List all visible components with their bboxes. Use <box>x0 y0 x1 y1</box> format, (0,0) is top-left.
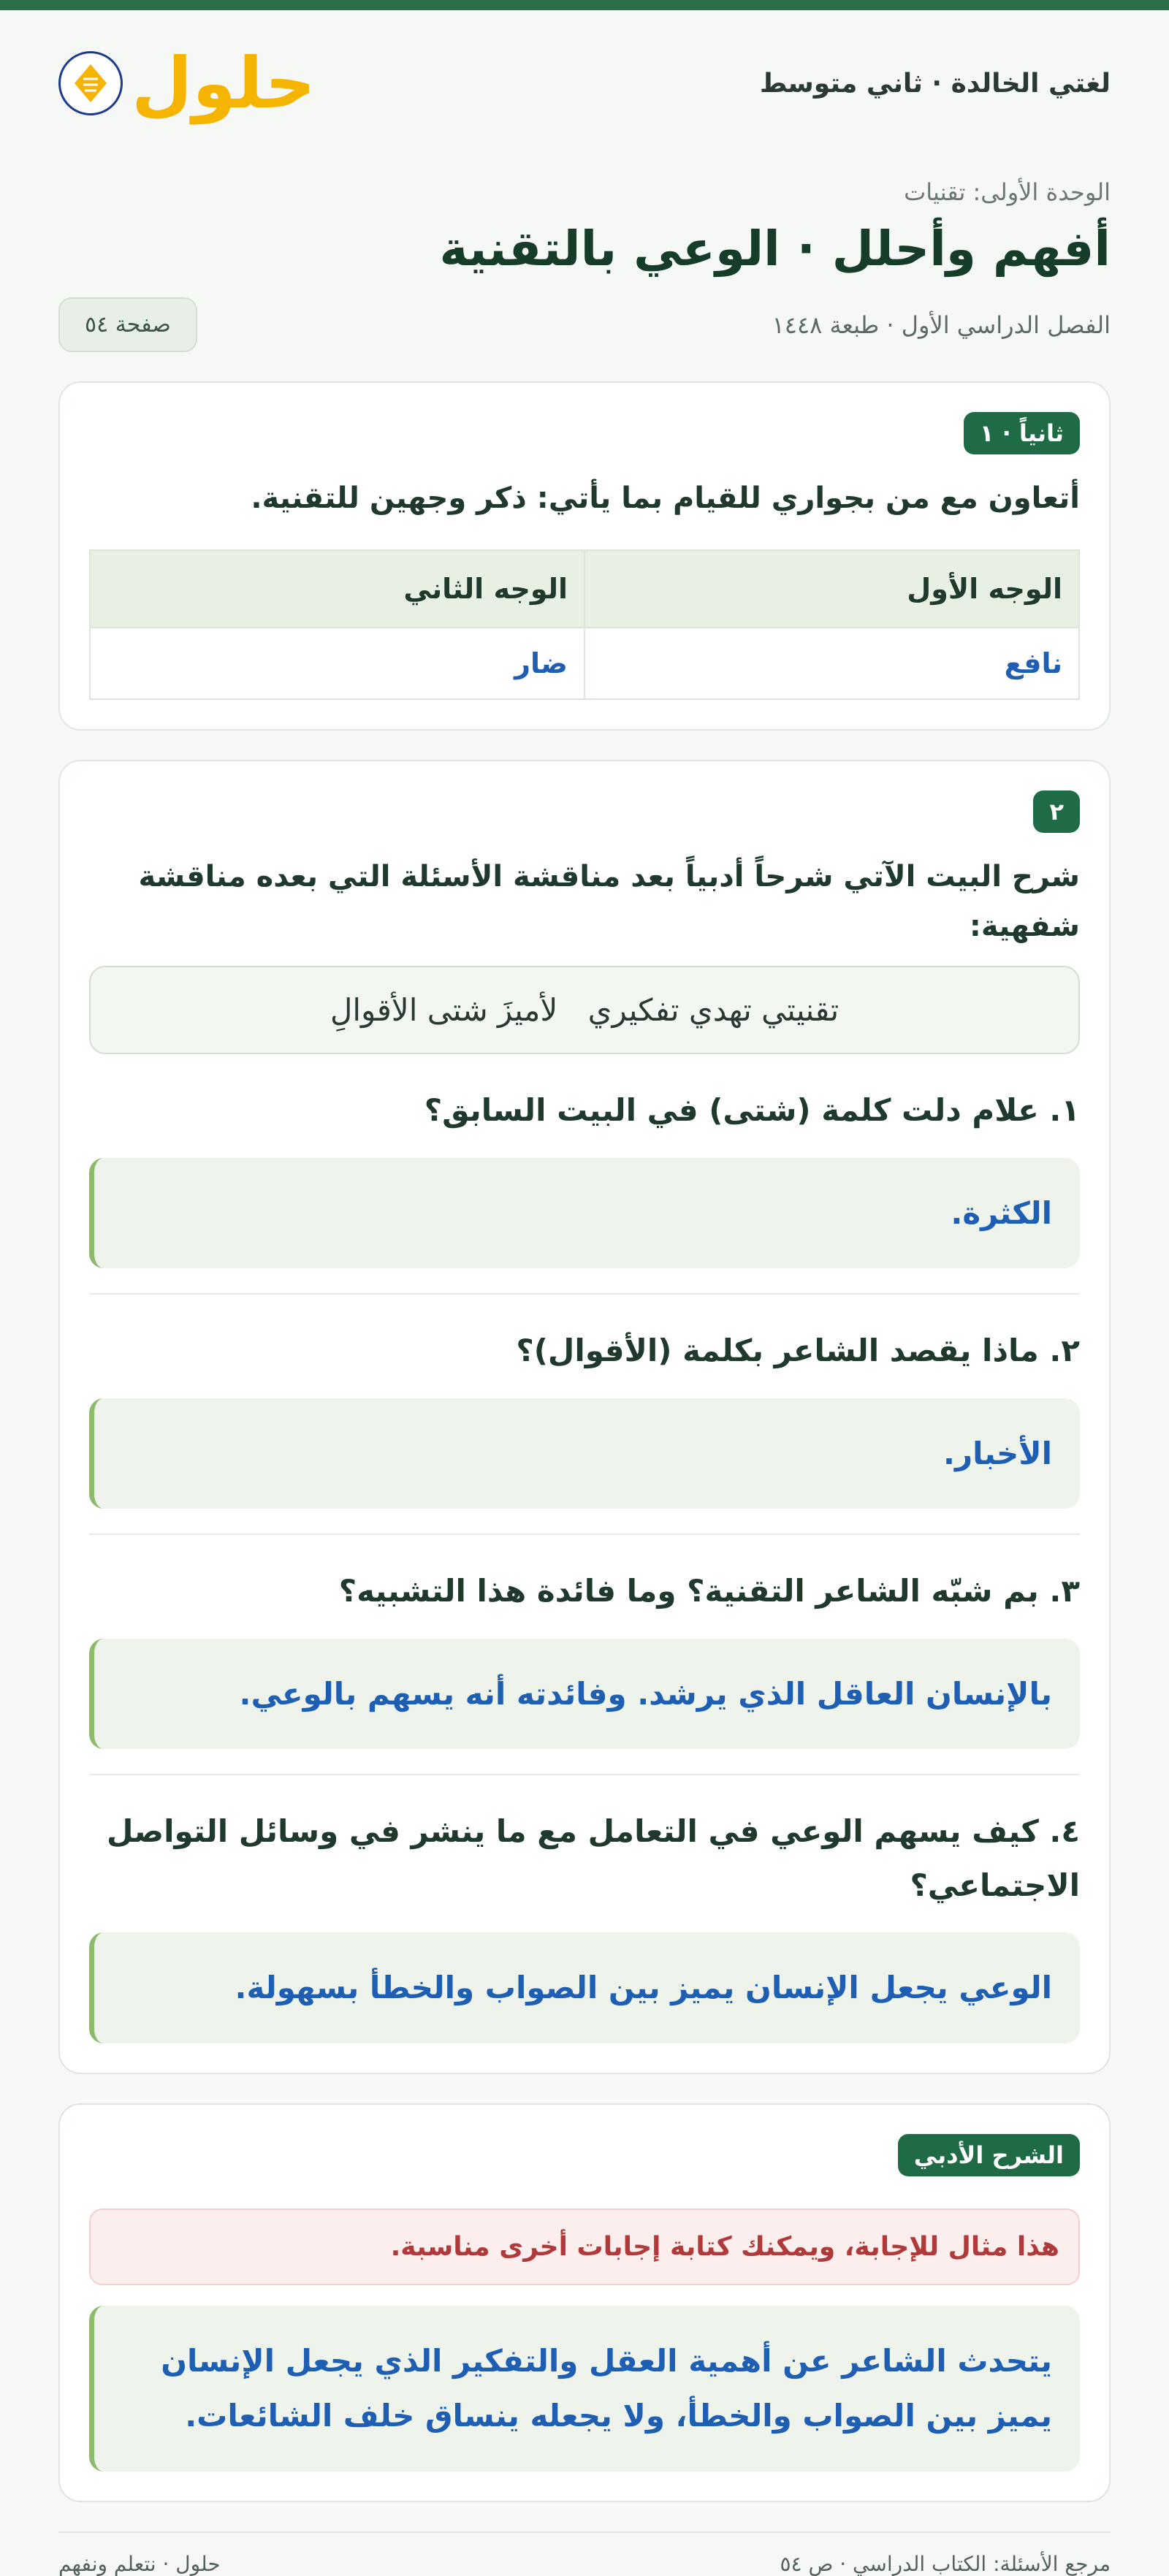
table-row <box>90 628 1079 699</box>
logo-text: حلول <box>132 42 316 124</box>
section-card-3 <box>58 2103 1111 2502</box>
answer-box: الكثرة. <box>89 1158 1080 1269</box>
question-text: ٢. ماذا يقصد الشاعر بكلمة (الأقوال)؟ <box>516 1333 1080 1369</box>
answer-box: يتحدث الشاعر عن أهمية العقل والتفكير الذي يجعل الإنسان يميز بين الصواب والخطأ، ولا يجعله ينساق خلف الشائعات. <box>89 2306 1080 2472</box>
meta-row <box>58 297 1111 352</box>
footer <box>58 2531 1111 2576</box>
book-logo-icon <box>58 51 123 115</box>
answer-box: الأخبار. <box>89 1398 1080 1509</box>
unit-label: الوحدة الأولى: تقنيات <box>904 178 1111 206</box>
section-prompt: أتعاون مع من بجواري للقيام بما يأتي: ذكر وجهين للتقنية. <box>251 481 1080 515</box>
section-tag: ثانياً · ١ <box>964 412 1080 454</box>
verse-first-half: تقنيتي تهدي تفكيري <box>587 992 839 1028</box>
divider <box>89 1774 1080 1775</box>
section-card-1 <box>58 381 1111 731</box>
example-note: هذا مثال للإجابة، ويمكنك كتابة إجابات أخرى مناسبة. <box>89 2209 1080 2285</box>
header <box>58 10 1111 156</box>
question-text: ٤. كيف يسهم الوعي في التعامل مع ما ينشر في وسائل التواصل الاجتماعي؟ <box>107 1813 1080 1903</box>
section-tag: ٢ <box>1033 790 1080 833</box>
page <box>0 10 1169 2576</box>
section-card-2 <box>58 760 1111 2074</box>
answer-box: بالإنسان العاقل الذي يرشد. وفائدته أنه يسهم بالوعي. <box>89 1639 1080 1750</box>
question-text: ٣. بم شبّه الشاعر التقنية؟ وما فائدة هذا التشبيه؟ <box>338 1573 1080 1609</box>
book-title: لغتي الخالدة · ثاني متوسط <box>759 68 1111 99</box>
footer-reference: مرجع الأسئلة: الكتاب الدراسي · ص ٥٤ <box>780 2552 1111 2576</box>
table-header-row <box>90 550 1079 628</box>
section-tag: الشرح الأدبي <box>898 2134 1080 2176</box>
faces-table <box>89 549 1080 700</box>
divider <box>89 1533 1080 1535</box>
table-cell-second: ضار <box>90 628 584 699</box>
table-header-first: الوجه الأول <box>584 550 1079 628</box>
question-text: ١. علام دلت كلمة (شتى) في البيت السابق؟ <box>424 1092 1080 1128</box>
divider <box>89 1293 1080 1295</box>
poem-verse <box>89 966 1080 1054</box>
logo[interactable] <box>58 42 316 124</box>
section-prompt: شرح البيت الآتي شرحاً أدبياً بعد مناقشة الأسئلة التي بعده مناقشة شفهية: <box>138 860 1080 943</box>
table-cell-first: نافع <box>584 628 1079 699</box>
table-header-second: الوجه الثاني <box>90 550 584 628</box>
top-accent-bar <box>0 0 1169 10</box>
semester-label: الفصل الدراسي الأول · طبعة ١٤٤٨ <box>772 310 1111 339</box>
footer-slogan: حلول · نتعلم ونفهم <box>58 2552 221 2576</box>
page-number-badge: صفحة ٥٤ <box>58 297 197 352</box>
page-title: أفهم وأحلل · الوعي بالتقنية <box>439 221 1111 277</box>
verse-second-half: لأميزَ شتى الأقوالِ <box>330 992 558 1028</box>
answer-box: الوعي يجعل الإنسان يميز بين الصواب والخطأ بسهولة. <box>89 1932 1080 2043</box>
